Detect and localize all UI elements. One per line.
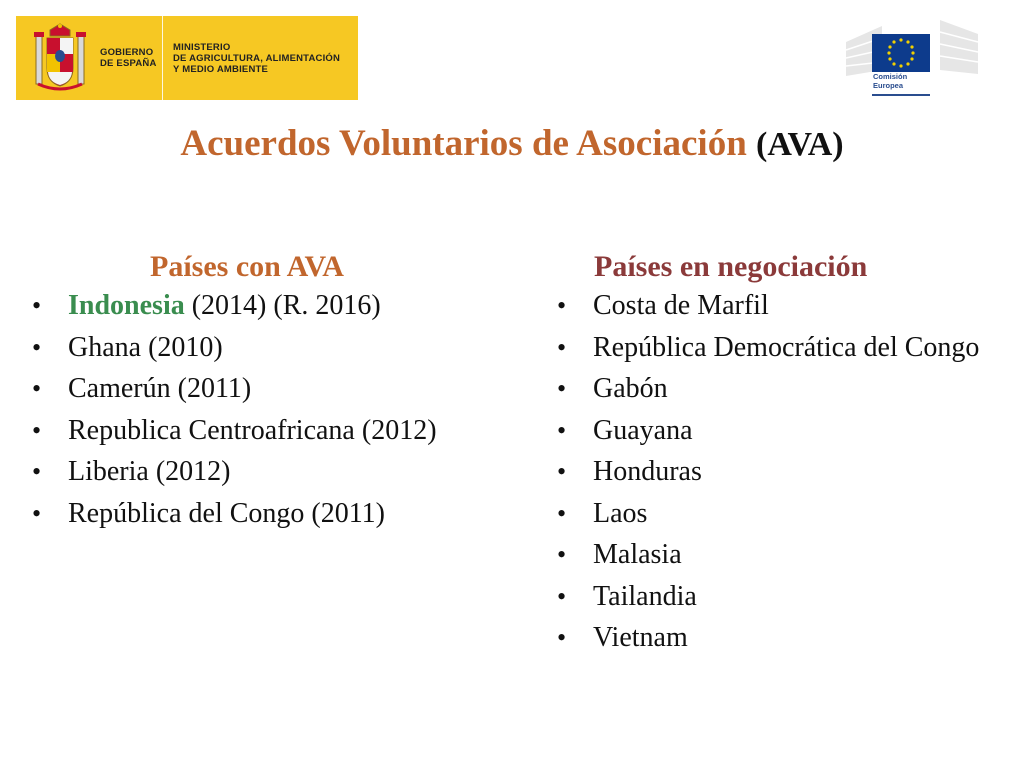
gov-right-line-3: Y MEDIO AMBIENTE — [173, 63, 269, 75]
list-item-text: Liberia (2012) — [68, 456, 231, 487]
countries-with-ava-list — [30, 292, 530, 541]
bullet-icon: • — [557, 457, 567, 486]
bullet-icon: • — [557, 581, 567, 611]
list-item — [555, 580, 985, 612]
list-item-text: Republica Centroafricana (2012) — [68, 414, 437, 446]
ec-text-line-2: Europea — [873, 81, 904, 90]
list-item — [30, 458, 530, 486]
bullet-icon: • — [557, 415, 567, 445]
gov-right-line-2: DE AGRICULTURA, ALIMENTACIÓN — [173, 52, 341, 64]
list-item — [30, 292, 530, 320]
slide-title — [0, 122, 1024, 165]
slide-title-abbr: (AVA) — [756, 126, 844, 163]
list-item-text: República Democrática del Congo — [593, 331, 980, 363]
list-item-text: Camerún (2011) — [68, 373, 252, 404]
list-item-text: Guayana — [593, 414, 693, 446]
left-column-heading: Países con AVA — [150, 250, 344, 283]
ec-text-line-1: Comisión — [873, 72, 908, 81]
gov-left-line-2: DE ESPAÑA — [100, 58, 157, 69]
list-item-text: Tailandia — [593, 580, 697, 612]
list-item-text: Costa de Marfil — [593, 290, 769, 321]
european-commission-logo — [842, 12, 982, 100]
list-item — [30, 331, 530, 363]
list-item — [555, 414, 985, 446]
list-item-text: República del Congo (2011) — [68, 497, 386, 529]
ministerio-text — [173, 42, 343, 75]
list-item-text: Ghana (2010) — [68, 331, 223, 363]
gobierno-de-espana-text — [100, 47, 162, 69]
coat-of-arms-logo — [34, 22, 86, 94]
spain-government-banner — [16, 16, 358, 100]
slide-title-main: Acuerdos Voluntarios de Asociación — [180, 123, 747, 164]
bullet-icon: • — [557, 540, 567, 569]
list-item — [555, 292, 985, 320]
list-item — [555, 375, 985, 403]
banner-divider — [162, 16, 163, 100]
list-item — [555, 497, 985, 529]
list-item — [30, 414, 530, 446]
bullet-icon: • — [32, 415, 42, 445]
indonesia-years: (2014) (R. 2016) — [184, 290, 381, 321]
list-item — [555, 458, 985, 486]
bullet-icon: • — [557, 498, 567, 528]
bullet-icon: • — [32, 457, 42, 486]
indonesia-highlight: Indonesia — [68, 290, 185, 321]
list-item — [555, 624, 985, 652]
gov-right-line-1: MINISTERIO — [173, 41, 231, 53]
list-item — [555, 331, 985, 363]
list-item-text: Malasia — [593, 539, 682, 570]
countries-in-negotiation-list — [555, 292, 985, 666]
list-item — [30, 375, 530, 403]
bullet-icon: • — [557, 623, 567, 652]
bullet-icon: • — [557, 332, 567, 362]
list-item-text: Gabón — [593, 373, 668, 404]
bullet-icon: • — [32, 291, 42, 320]
bullet-icon: • — [32, 374, 42, 403]
bullet-icon: • — [32, 332, 42, 362]
bullet-icon: • — [557, 374, 567, 403]
list-item-text: Honduras — [593, 456, 702, 487]
gov-left-line-1: GOBIERNO — [100, 47, 154, 58]
bullet-icon: • — [32, 498, 42, 528]
bullet-icon: • — [557, 291, 567, 320]
right-column-heading: Países en negociación — [594, 250, 868, 283]
list-item — [30, 497, 530, 529]
list-item-text: Vietnam — [593, 622, 688, 653]
list-item-text: Laos — [593, 497, 648, 529]
ec-logo-text — [873, 72, 907, 90]
list-item — [555, 541, 985, 569]
